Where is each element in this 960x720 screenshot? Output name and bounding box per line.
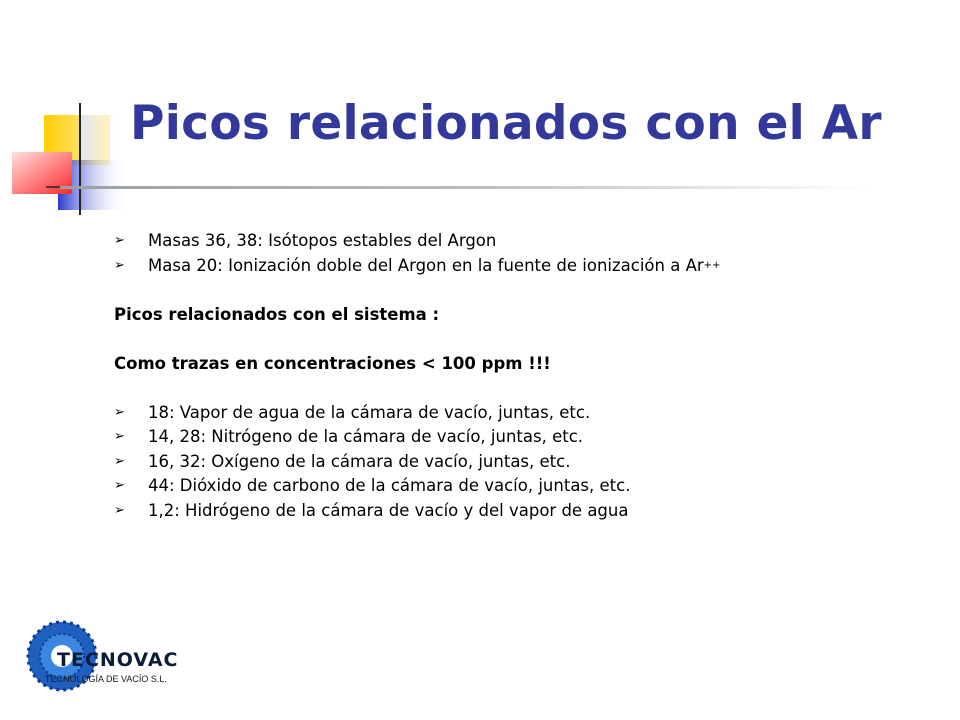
list-item: [114, 474, 914, 499]
bullet-text: 18: Vapor de agua de la cámara de vacío, juntas, etc.: [148, 402, 591, 422]
list-item: [114, 499, 914, 524]
arrow-bullet-icon: ➢: [114, 404, 125, 420]
bullet-text: 1,2: Hidrógeno de la cámara de vacío y del vapor de agua: [148, 500, 629, 520]
arrow-bullet-icon: ➢: [114, 429, 125, 444]
slide-title: Picos relacionados con el Ar: [130, 96, 882, 151]
arrow-bullet-icon: ➢: [114, 453, 125, 469]
title-underline: [60, 186, 870, 189]
arrow-bullet-icon: ➢: [114, 502, 125, 518]
list-item: [114, 450, 914, 475]
system-heading: Picos relacionados con el sistema :: [114, 304, 440, 324]
traces-note: Como trazas en concentraciones < 100 ppm !!!: [114, 353, 551, 373]
list-item: ➢ Masa 20: Ionización doble del Argon en la fuente de ionización a Ar ++: [114, 254, 914, 279]
bullet-text: 14, 28: Nitrógeno de la cámara de vacío, juntas, etc.: [148, 427, 584, 446]
bullet-text: 44: Dióxido de carbono de la cámara de vacío, juntas, etc.: [148, 476, 631, 495]
bullet-text: Masa 20: Ionización doble del Argon en la fuente de ionización a Ar: [148, 255, 704, 275]
list-item: [114, 425, 914, 450]
arrow-bullet-icon: ➢: [114, 233, 125, 248]
logo-name: TECNOVAC: [57, 649, 179, 671]
arrow-bullet-icon: ➢: [114, 478, 125, 493]
bullet-text: 16, 32: Oxígeno de la cámara de vacío, juntas, etc.: [148, 451, 571, 471]
logo-tagline: TECNOLOGÍA DE VACÍO S.L.: [45, 674, 167, 684]
slide-body: [114, 229, 914, 523]
arrow-bullet-icon: ➢: [114, 257, 125, 273]
bullet-text: Masas 36, 38: Isótopos estables del Argon: [148, 231, 497, 250]
list-item: [114, 229, 914, 254]
list-item: [114, 401, 914, 426]
